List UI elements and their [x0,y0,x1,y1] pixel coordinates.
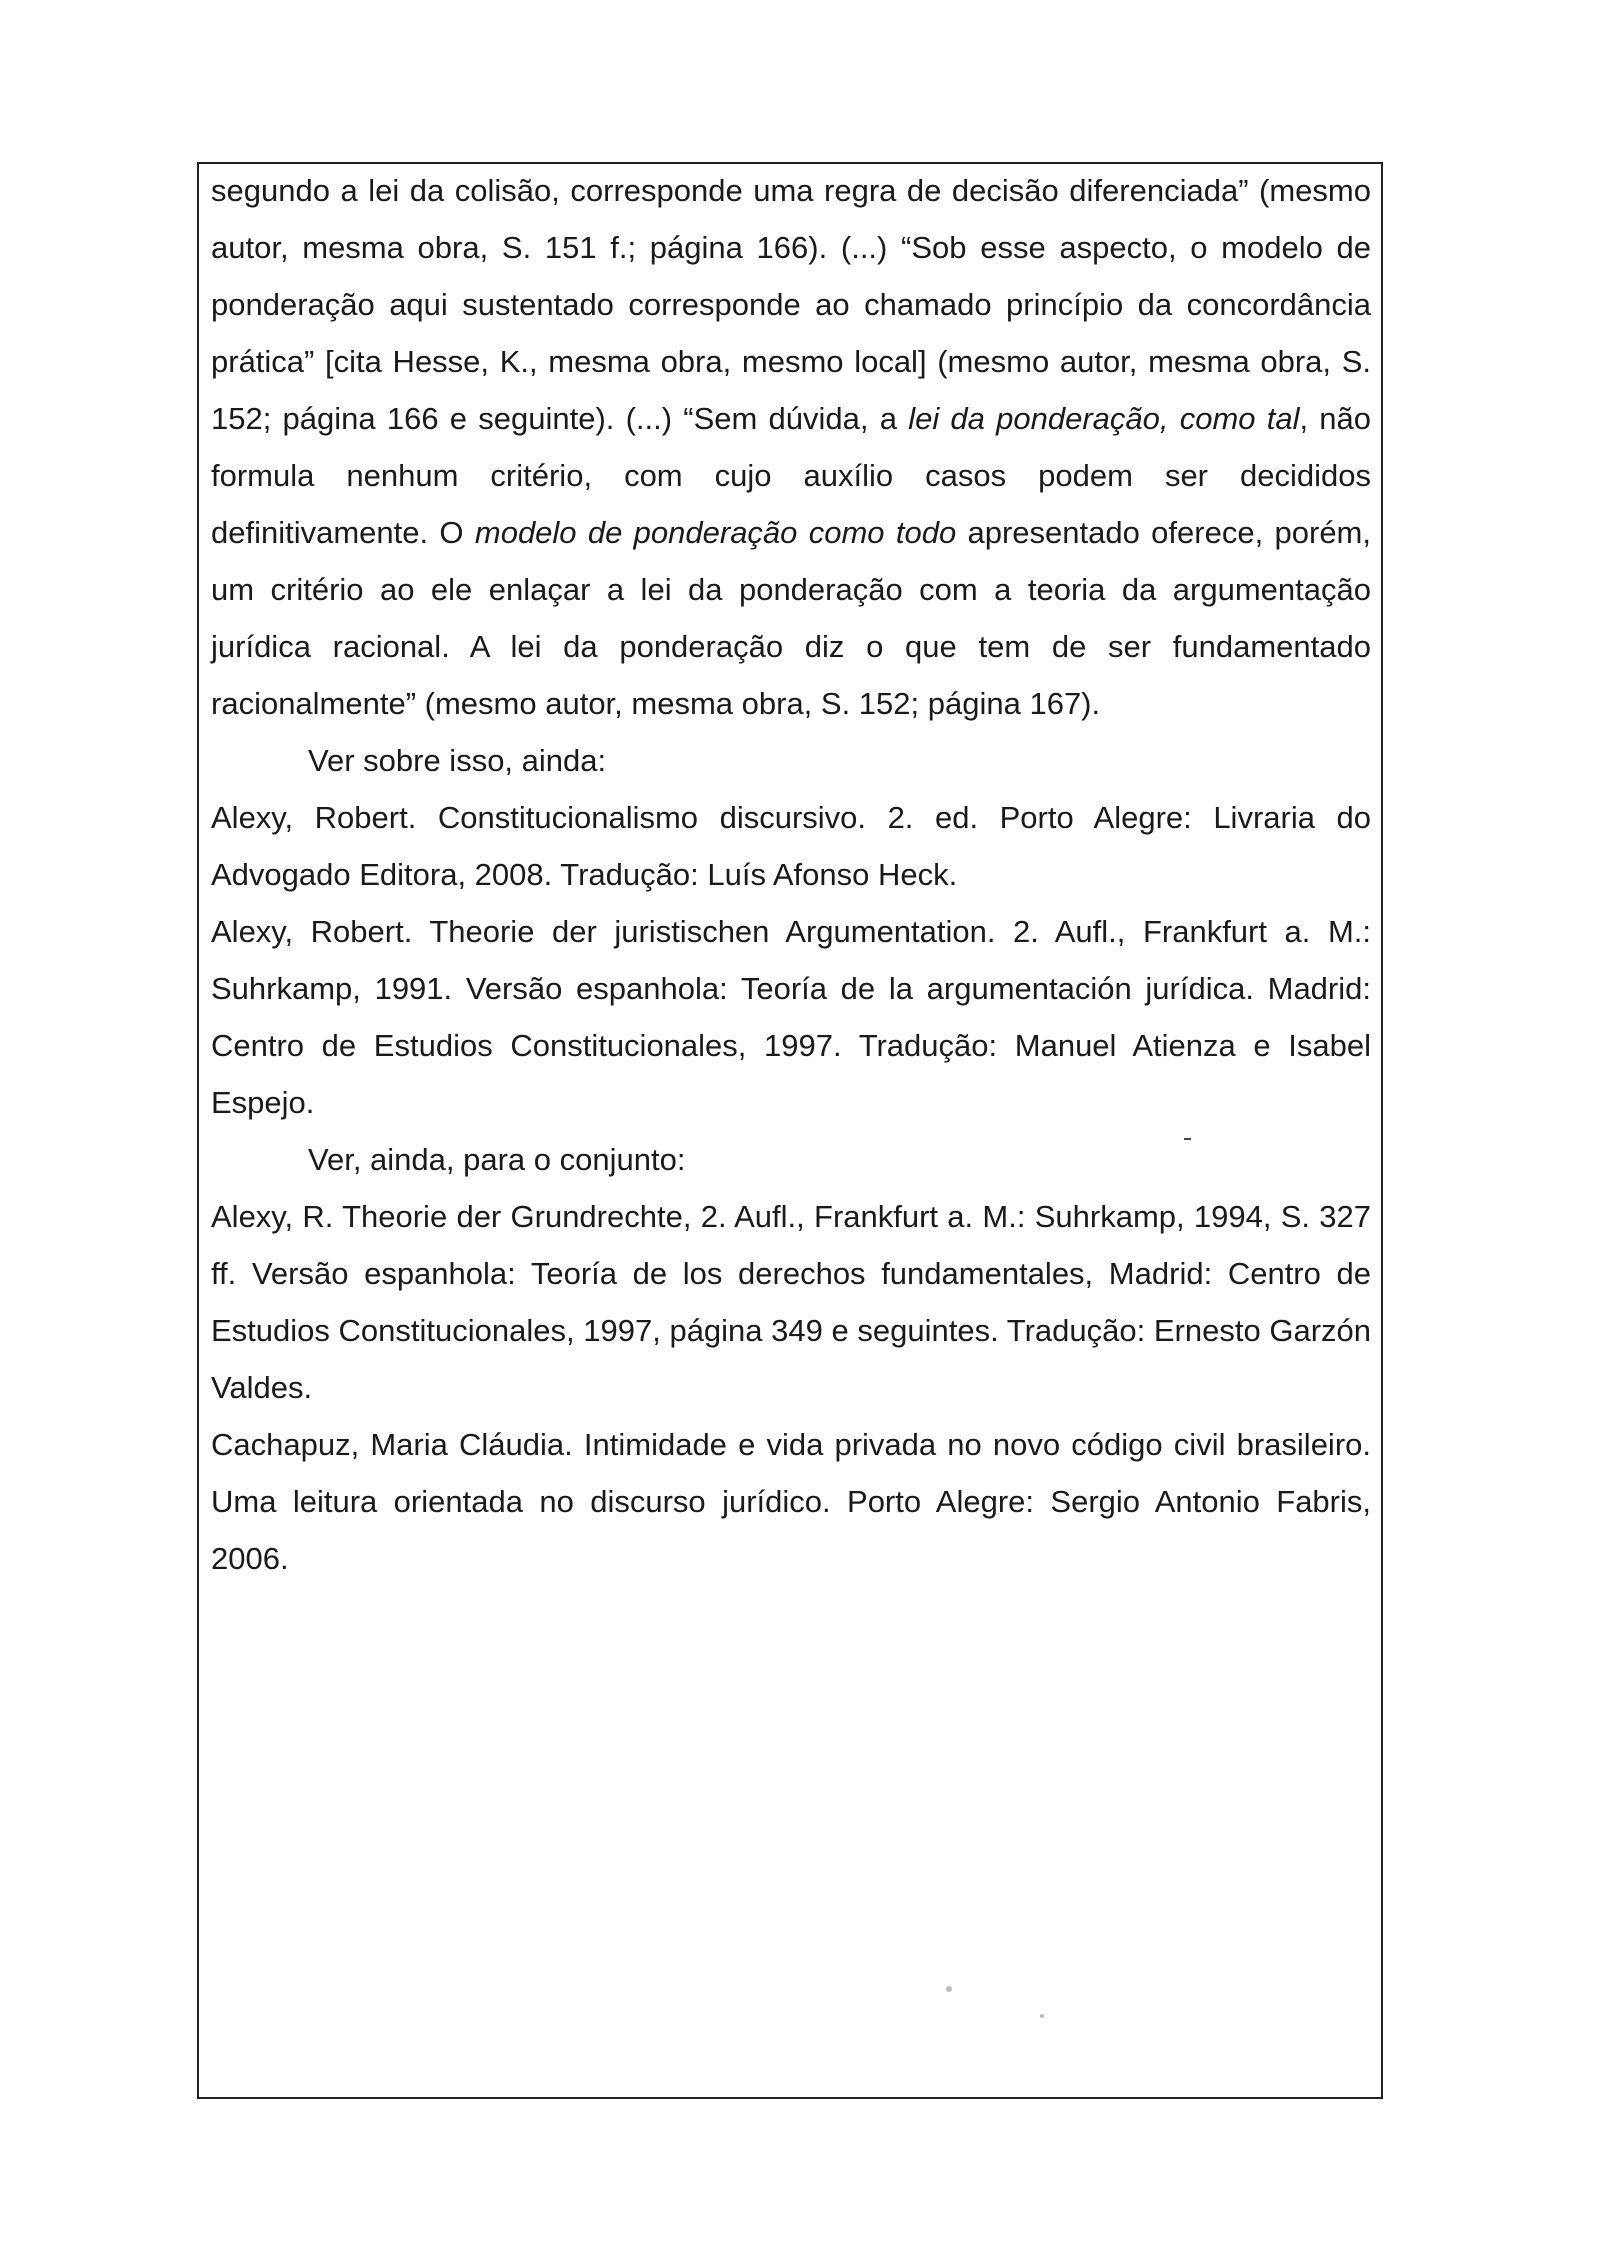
document-body [211,162,1371,1587]
italic-phrase: lei da ponderação, como tal [908,401,1300,436]
reference-entry: Alexy, R. Theorie der Grundrechte, 2. Aufl., Frankfurt a. M.: Suhrkamp, 1994, S. 327 ff. Versão espanhola: Teoría de los derechos fundamentales, Madrid: Centro de Estudios Constitucionales, 1997, página 349 e seguintes. Tradução: Ernesto Garzón Valdes. [211,1199,1371,1405]
see-also-heading: Ver sobre isso, ainda: [308,743,607,778]
paragraph-text: , não formula nenhum critério, com cujo auxílio casos podem ser decididos definitivamente. O [211,401,1372,550]
reference-entry: Cachapuz, Maria Cláudia. Intimidade e vida privada no novo código civil brasileiro. Uma leitura orientada no discurso jurídico. Porto Alegre: Sergio Antonio Fabris, 2006. [211,1427,1371,1576]
reference-entry: Alexy, Robert. Theorie der juristischen Argumentation. 2. Aufl., Frankfurt a. M.: Suhrkamp, 1991. Versão espanhola: Teoría de la argumentación jurídica. Madrid: Centro de Estudios Constitucionales, 1997. Tradução: Manuel Atienza e Isabel Espejo. [211,914,1371,1120]
see-also-heading: Ver, ainda, para o conjunto: [308,1142,686,1177]
paragraph-text: apresentado oferece, porém, um critério ao ele enlaçar a lei da ponderação com a teoria da argumentação jurídica racional. A lei da ponderação diz o que tem de ser fundamentado racionalmente” (mesmo autor, mesma obra, S. 152; página 167). [211,515,1371,721]
scan-mark [1184,1138,1191,1140]
scan-speck [946,1986,952,1992]
scan-speck [1040,2014,1044,2018]
italic-phrase: modelo de ponderação como todo [474,515,957,550]
reference-entry: Alexy, Robert. Constitucionalismo discursivo. 2. ed. Porto Alegre: Livraria do Advogado Editora, 2008. Tradução: Luís Afonso Heck. [211,800,1371,892]
paragraph-text: segundo a lei da colisão, corresponde uma regra de decisão diferenciada” (mesmo autor, mesma obra, S. 151 f.; página 166). (...) “Sob esse aspecto, o modelo de ponderação aqui sustentado corresponde ao chamado princípio da concordância prática” [cita Hesse, K., mesma obra, mesmo local] (mesmo autor, mesma obra, S. 152; página 166 e seguinte). (...) “Sem dúvida, a [211,173,1371,436]
body-paragraph [211,162,1371,732]
